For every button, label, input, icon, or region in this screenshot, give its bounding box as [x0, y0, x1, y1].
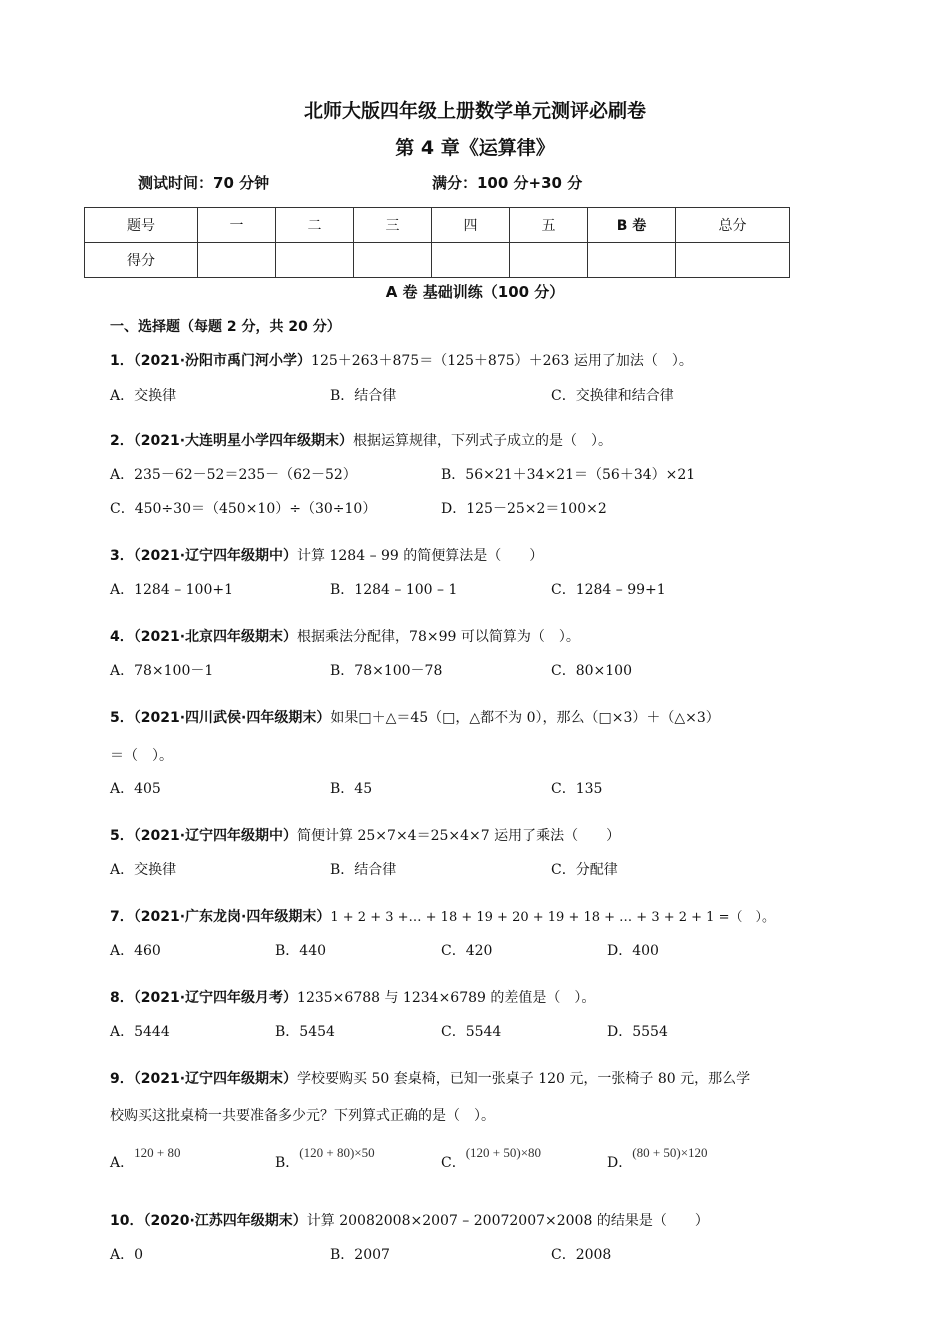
- question-number: 2．: [110, 433, 134, 449]
- option-formula: (80 + 50)×120: [632, 1145, 708, 1160]
- question-source: （2021·辽宁四年级月考）: [133, 990, 298, 1006]
- question-number: 3．: [110, 548, 134, 564]
- option-a[interactable]: A．交换律: [110, 862, 177, 878]
- option-d[interactable]: D．125－25×2＝100×2: [441, 501, 607, 517]
- question-source: （2021·北京四年级期末）: [133, 629, 298, 645]
- question-source: （2021·汾阳市禹门河小学）: [133, 353, 312, 369]
- option-label: B．: [275, 1155, 300, 1171]
- score-row-label: 得分: [85, 243, 198, 278]
- full-score: 满分：100 分+30 分: [432, 174, 583, 192]
- question-7: [110, 906, 775, 926]
- option-a[interactable]: A．0: [110, 1247, 144, 1263]
- option-formula: (120 + 80)×50: [299, 1145, 375, 1160]
- question-source: （2021·四川武侯·四年级期末）: [133, 710, 331, 726]
- option-formula: (120 + 50)×80: [465, 1145, 542, 1160]
- score-cell[interactable]: [354, 243, 432, 278]
- question-text: 简便计算 25×7×4＝25×4×7 运用了乘法（ ）: [297, 828, 621, 844]
- question-2: [110, 430, 612, 450]
- option-b[interactable]: B．2007: [330, 1247, 390, 1263]
- score-cell[interactable]: [510, 243, 588, 278]
- option-c[interactable]: C．420: [441, 943, 493, 959]
- question-text: 如果□＋△＝45（□，△都不为 0），那么（□×3）＋（△×3）: [330, 710, 720, 726]
- option-a[interactable]: A．交换律: [110, 388, 177, 404]
- score-table-header-row: [85, 208, 790, 243]
- option-label: A．: [110, 1155, 135, 1171]
- score-header-cell: B 卷: [588, 208, 676, 243]
- question-text: 125＋263＋875＝（125＋875）＋263 运用了加法（ ）。: [311, 353, 693, 369]
- option-formula: 120 + 80: [134, 1145, 181, 1160]
- question-number: 5．: [110, 828, 134, 844]
- question-1: [110, 350, 693, 370]
- option-a[interactable]: A．1284 – 100+1: [110, 582, 233, 598]
- option-a[interactable]: [110, 1145, 181, 1172]
- question-continuation: 校购买这批桌椅一共要准备多少元？下列算式正确的是（ ）。: [110, 1108, 495, 1124]
- option-c[interactable]: [441, 1145, 542, 1172]
- score-table-score-row: [85, 243, 790, 278]
- option-a[interactable]: A．78×100－1: [110, 663, 214, 679]
- option-label: D．: [607, 1155, 633, 1171]
- question-number: 1．: [110, 353, 134, 369]
- question-6: [110, 825, 620, 845]
- score-header-cell: 五: [510, 208, 588, 243]
- question-text: 学校要购买 50 套桌椅，已知一张桌子 120 元，一张椅子 80 元，那么学: [297, 1071, 751, 1087]
- option-b[interactable]: B．5454: [275, 1024, 335, 1040]
- question-continuation: ＝（ ）。: [110, 748, 173, 764]
- test-time: 测试时间：70 分钟: [138, 174, 270, 192]
- score-header-cell: 总分: [676, 208, 790, 243]
- score-header-cell: 题号: [85, 208, 198, 243]
- option-c[interactable]: C．5544: [441, 1024, 502, 1040]
- question-text: 1235×6788 与 1234×6789 的差值是（ ）。: [297, 990, 596, 1006]
- question-text: 根据运算规律，下列式子成立的是（ ）。: [353, 433, 613, 449]
- option-b[interactable]: B．45: [330, 781, 373, 797]
- question-source: （2021·广东龙岗·四年级期末）: [133, 909, 331, 925]
- option-a[interactable]: A．235－62－52＝235－（62－52）: [110, 467, 357, 483]
- question-number: 4．: [110, 629, 134, 645]
- question-text: 根据乘法分配律，78×99 可以简算为（ ）。: [297, 629, 580, 645]
- question-text: 计算 20082008×2007 – 20072007×2008 的结果是（ ）: [306, 1213, 709, 1229]
- question-source: （2021·辽宁四年级期中）: [133, 548, 298, 564]
- question-number: 8．: [110, 990, 134, 1006]
- score-cell[interactable]: [276, 243, 354, 278]
- option-b[interactable]: B．78×100－78: [330, 663, 443, 679]
- option-d[interactable]: D．400: [607, 943, 659, 959]
- score-cell[interactable]: [588, 243, 676, 278]
- option-a[interactable]: A．405: [110, 781, 161, 797]
- question-number: 10．: [110, 1213, 144, 1229]
- score-header-cell: 一: [198, 208, 276, 243]
- question-10: [110, 1210, 709, 1230]
- option-a[interactable]: A．5444: [110, 1024, 170, 1040]
- option-c[interactable]: C．1284 – 99+1: [551, 582, 666, 598]
- score-table: [84, 207, 790, 278]
- question-4: [110, 626, 580, 646]
- part-title: 一、选择题（每题 2 分，共 20 分）: [110, 319, 341, 335]
- option-label: C．: [441, 1155, 466, 1171]
- score-header-cell: 四: [432, 208, 510, 243]
- question-number: 7．: [110, 909, 134, 925]
- question-source: （2020·江苏四年级期末）: [143, 1213, 307, 1229]
- section-title: A 卷 基础训练（100 分）: [385, 283, 565, 301]
- option-b[interactable]: [275, 1145, 375, 1172]
- option-c[interactable]: C．135: [551, 781, 603, 797]
- score-cell[interactable]: [676, 243, 790, 278]
- option-b[interactable]: B．56×21＋34×21＝（56＋34）×21: [441, 467, 696, 483]
- exam-title: 北师大版四年级上册数学单元测评必刷卷: [303, 100, 646, 122]
- option-d[interactable]: D．5554: [607, 1024, 668, 1040]
- option-c[interactable]: C．交换律和结合律: [551, 388, 674, 404]
- question-text: 计算 1284 – 99 的简便算法是（ ）: [297, 548, 544, 564]
- option-b[interactable]: B．1284 – 100 – 1: [330, 582, 458, 598]
- chapter-title: 第 4 章《运算律》: [395, 137, 555, 159]
- question-8: [110, 987, 595, 1007]
- score-header-cell: 三: [354, 208, 432, 243]
- option-c[interactable]: C．2008: [551, 1247, 612, 1263]
- question-3: [110, 545, 543, 565]
- score-cell[interactable]: [432, 243, 510, 278]
- option-b[interactable]: B．结合律: [330, 388, 397, 404]
- question-source: （2021·大连明星小学四年级期末）: [133, 433, 354, 449]
- question-number: 5．: [110, 710, 134, 726]
- question-5: [110, 707, 720, 727]
- question-text: 1 + 2 + 3 +… + 18 + 19 + 20 + 19 + 18 + … + 3 + 2 + 1 =（ ）。: [330, 910, 775, 925]
- option-d[interactable]: [607, 1145, 708, 1172]
- question-number: 9．: [110, 1071, 134, 1087]
- option-c[interactable]: C．450÷30＝（450×10）÷（30÷10）: [110, 501, 377, 517]
- option-c[interactable]: C．分配律: [551, 862, 618, 878]
- score-cell[interactable]: [198, 243, 276, 278]
- option-c[interactable]: C．80×100: [551, 663, 632, 679]
- question-source: （2021·辽宁四年级期中）: [133, 828, 298, 844]
- question-source: （2021·辽宁四年级期末）: [133, 1071, 298, 1087]
- question-9: [110, 1068, 750, 1088]
- option-a[interactable]: A．460: [110, 943, 161, 959]
- option-b[interactable]: B．440: [275, 943, 327, 959]
- score-header-cell: 二: [276, 208, 354, 243]
- option-b[interactable]: B．结合律: [330, 862, 397, 878]
